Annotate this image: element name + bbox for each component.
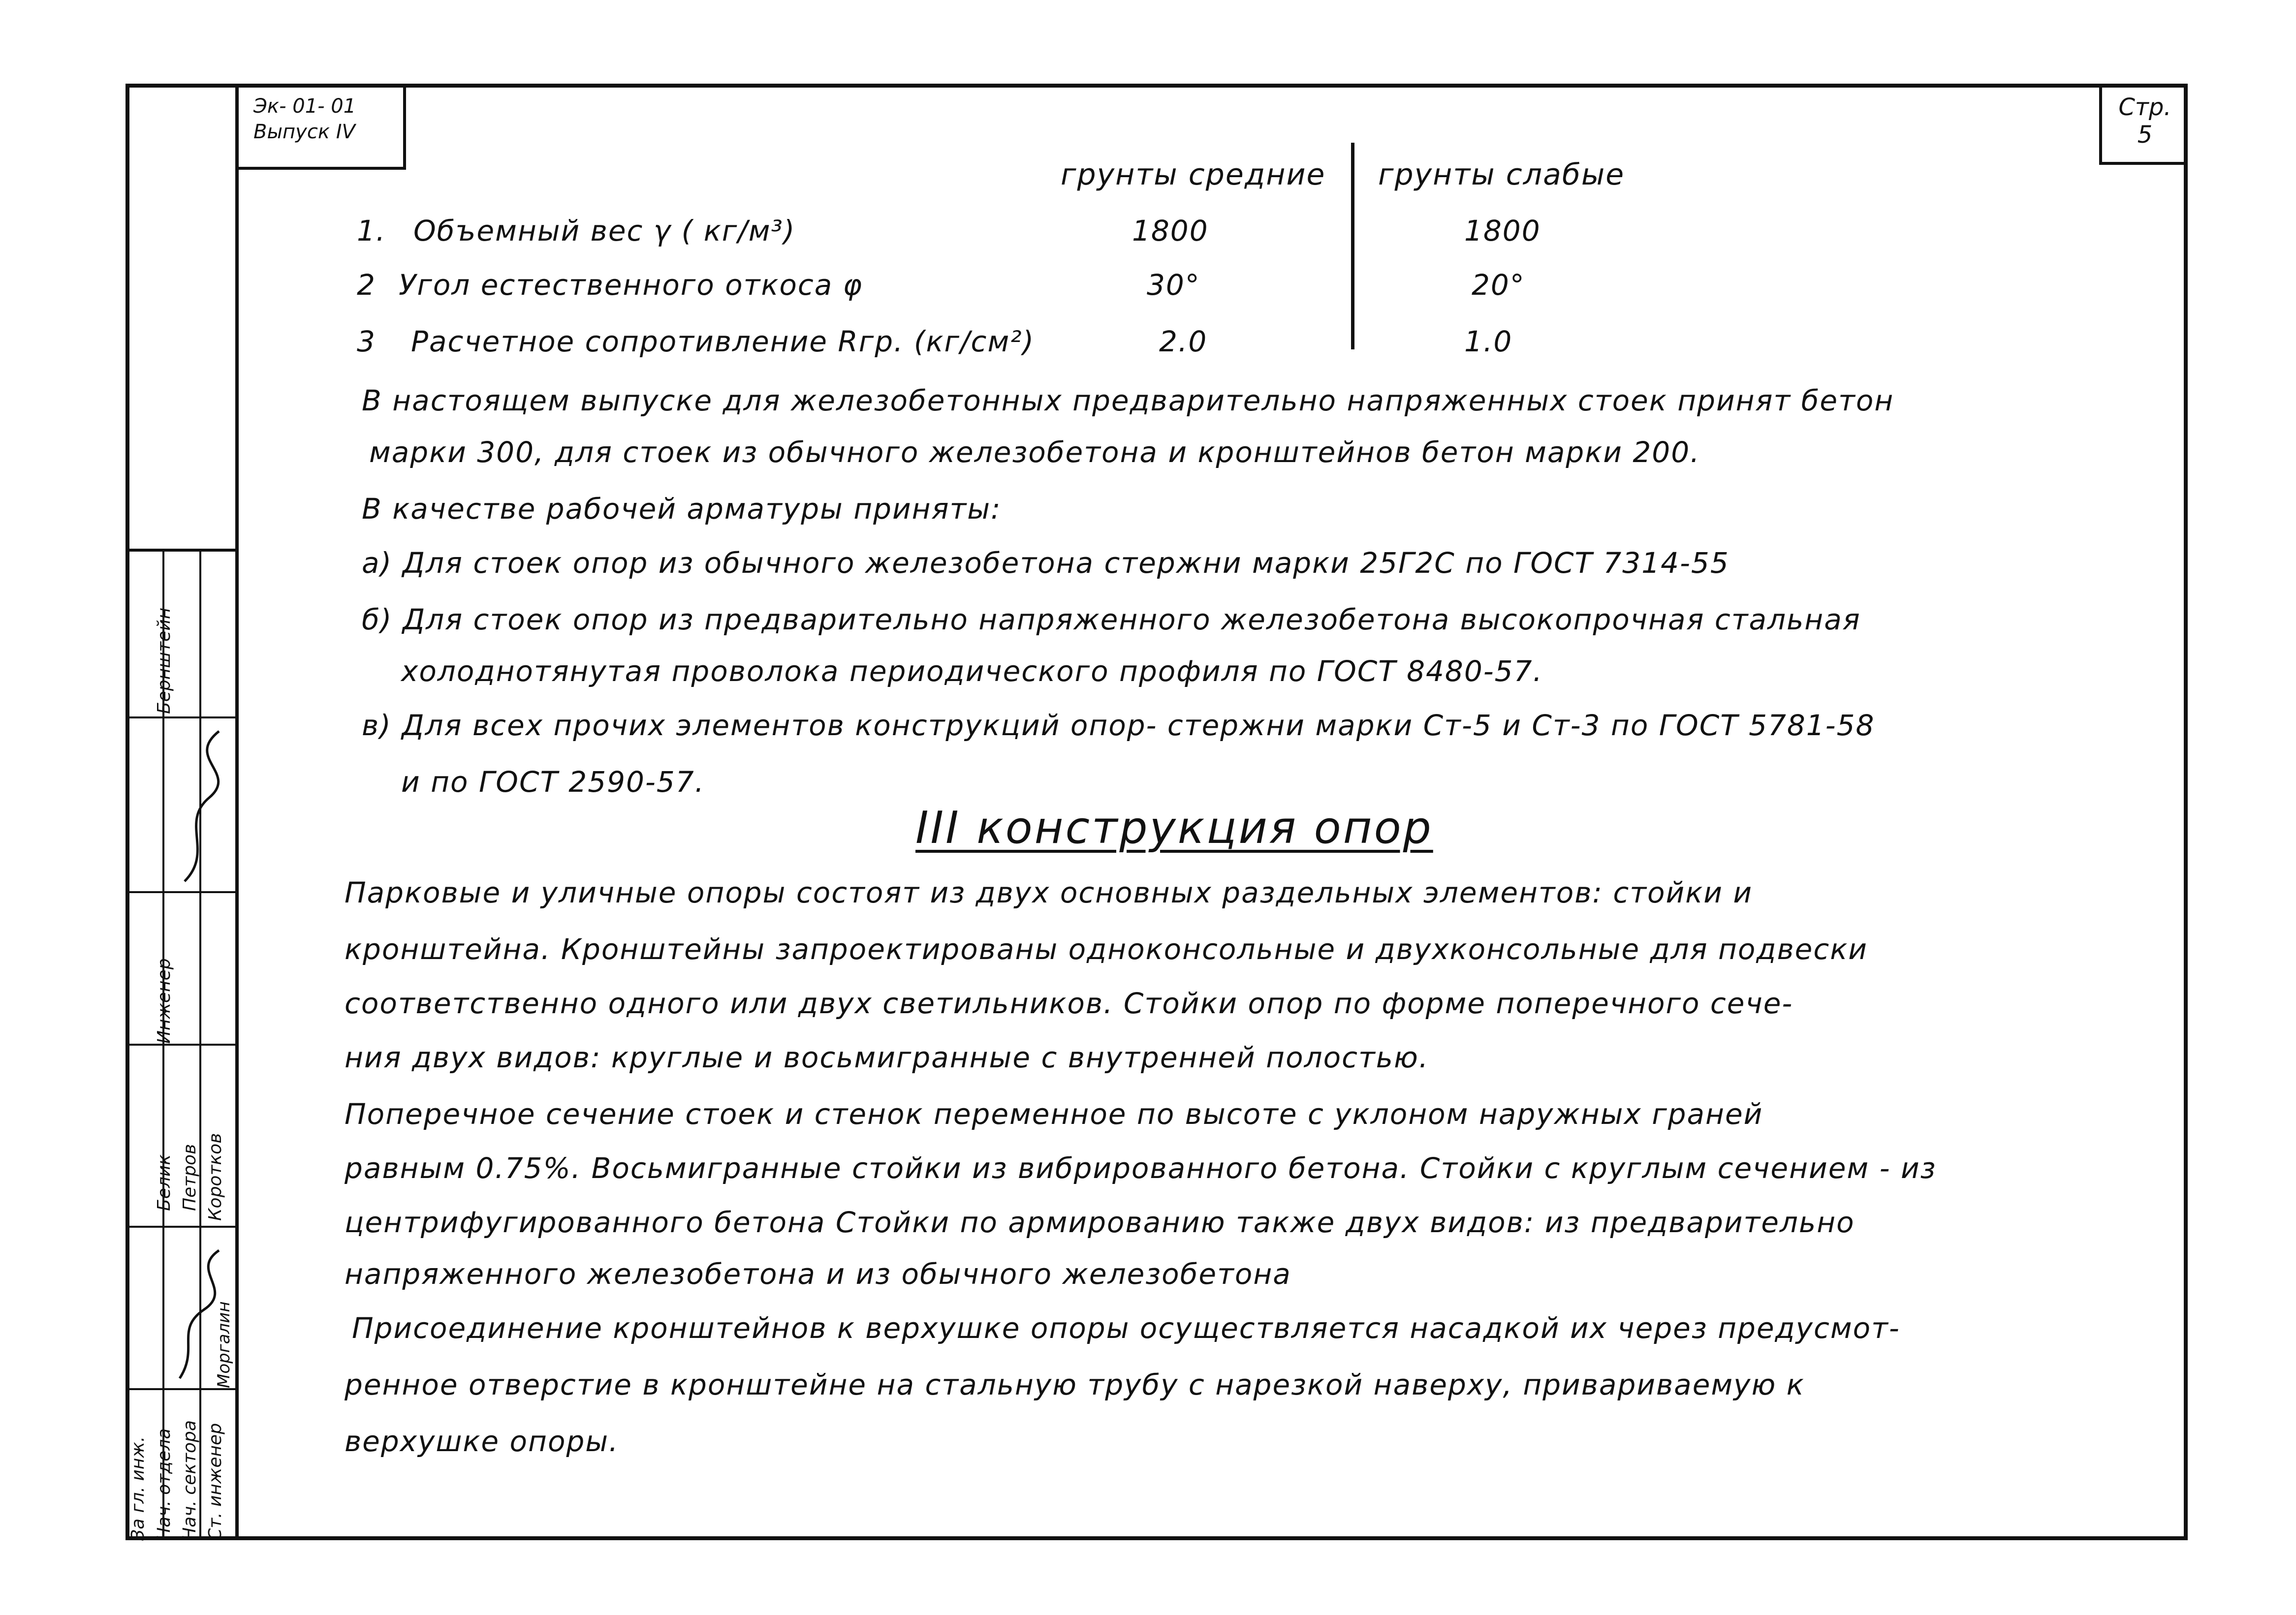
row-2-name: Угол естественного откоса φ [399,268,863,302]
table-header-weak-soils: грунты слабые [1378,157,1625,192]
row-3-number: 3 [357,325,376,358]
signature-scribble [170,724,234,886]
section-paragraph-2-line-1: Поперечное сечение стоек и стенок переменное по высоте с уклоном наружных граней [345,1097,1763,1131]
section-paragraph-1-line-4: ния двух видов: круглые и восьмигранные с внутренней полостью. [345,1041,1429,1074]
paragraph-reinforcement-intro: В качестве рабочей арматуры приняты: [362,492,1002,526]
paragraph-concrete-line-2: марки 300, для стоек из обычного железобетона и кронштейнов бетон марки 200. [369,435,1700,469]
row-1-medium: 1800 [1132,214,1209,248]
section-paragraph-1-line-3: соответственно одного или двух светильников. Стойки опор по форме поперечного сече- [345,987,1793,1020]
role-engineer: Инженер [154,958,174,1044]
signature-divider [126,1388,239,1390]
name-morgalin: Моргалин [214,1301,234,1388]
signature-scribble [170,1241,234,1388]
section-paragraph-2-line-3: центрифугированного бетона Стойки по армированию также двух видов: из предварительно [345,1206,1855,1239]
stamp-issue: Выпуск IV [253,121,355,143]
section-paragraph-3-line-3: верхушке опоры. [345,1425,619,1458]
list-item-c-line-1: в) Для всех прочих элементов конструкций опор- стержни марки Ст-5 и Ст-3 по ГОСТ 5781-58 [362,709,1875,742]
name-bernshtein: Бернштейн [154,607,174,714]
signature-block [126,549,239,1540]
signature-divider [126,716,239,718]
signature-divider [126,891,239,893]
row-2-number: 2 [357,268,376,302]
role-chief-engineer: За гл. инж. [128,1436,148,1541]
role-sector-head: Нач. сектора [180,1420,200,1541]
table-header-medium-soils: грунты средние [1061,157,1326,192]
role-dept-head: Нач. отдела [154,1428,174,1541]
stamp-code: Эк- 01- 01 [253,95,356,118]
table-column-divider [1351,143,1354,349]
section-paragraph-1-line-2: кронштейна. Кронштейны запроектированы одноконсольные и двухконсольные для подвески [345,932,1868,966]
page-number: 5 [2137,121,2153,149]
signature-divider [126,1226,239,1228]
signature-divider [126,1044,239,1046]
section-paragraph-2-line-2: равным 0.75%. Восьмигранные стойки из вибрированного бетона. Стойки с круглым сечением - из [345,1151,1937,1185]
document-stamp [239,84,406,170]
row-2-medium: 30° [1147,268,1200,302]
section-paragraph-3-line-1: Присоединение кронштейнов к верхушке опоры осуществляется насадкой их через предусмот- [352,1311,1900,1345]
row-1-weak: 1800 [1464,214,1541,248]
section-paragraph-2-line-4: напряженного железобетона и из обычного железобетона [345,1257,1291,1291]
list-item-a: а) Для стоек опор из обычного железобетона стержни марки 25Г2С по ГОСТ 7314-55 [362,546,1730,580]
list-item-c-line-2: и по ГОСТ 2590-57. [401,765,705,799]
paragraph-concrete-line-1: В настоящем выпуске для железобетонных предварительно напряженных стоек принят бетон [362,384,1894,417]
section-paragraph-3-line-2: ренное отверстие в кронштейне на стальную трубу с нарезкой наверху, привариваемую к [345,1368,1805,1401]
page-label: Стр. [2118,93,2171,121]
list-item-b-line-1: б) Для стоек опор из предварительно напряженного железобетона высокопрочная стальная [362,603,1861,636]
list-item-b-line-2: холоднотянутая проволока периодического профиля по ГОСТ 8480-57. [401,654,1543,688]
name-petrov: Петров [180,1144,200,1211]
role-senior-engineer: Ст. инженер [205,1423,225,1541]
page-number-box [2099,84,2188,165]
row-1-number: 1. [357,214,386,248]
name-belik: Белик [154,1154,174,1211]
row-1-name: Объемный вес γ ( кг/м³) [413,214,796,248]
name-korotkov: Коротков [205,1133,225,1221]
row-3-medium: 2.0 [1159,325,1208,358]
section-paragraph-1-line-1: Парковые и уличные опоры состоят из двух основных раздельных элементов: стойки и [345,876,1753,909]
row-2-weak: 20° [1472,268,1525,302]
section-title: III конструкция опор [915,802,1433,854]
row-3-name: Расчетное сопротивление Rгр. (кг/см²) [411,325,1035,358]
row-3-weak: 1.0 [1464,325,1513,358]
